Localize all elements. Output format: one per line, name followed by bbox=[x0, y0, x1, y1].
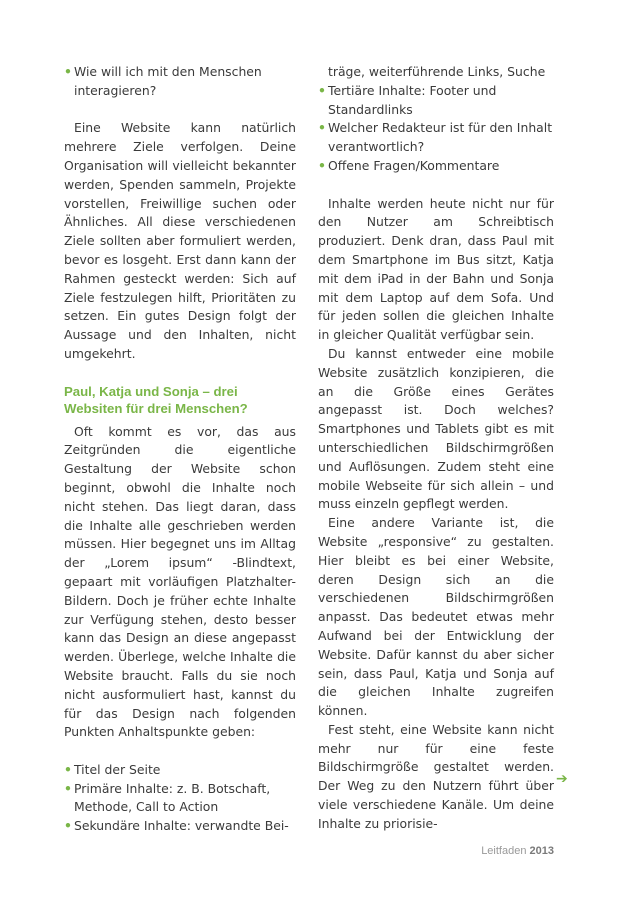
list-item: • Tertiäre Inhalte: Footer und Standardlinks bbox=[318, 82, 554, 120]
list-item: • Welcher Redakteur ist für den Inhalt verantwortlich? bbox=[318, 119, 554, 157]
list-item-continuation: träge, weiterführende Links, Suche bbox=[328, 64, 546, 79]
footer-year: 2013 bbox=[529, 845, 554, 857]
paragraph: Inhalte werden heute nicht nur für den Nutzer am Schreibtisch produziert. Denk dran, dass Paul mit dem Smartphone im Bus sitzt, Katja mit dem iPad in der Bahn und Sonja mit dem Laptop auf dem Sofa. Und für jeden sollen die gleichen Inhalte in gleicher Qualität verfügbar sein. bbox=[318, 195, 554, 343]
left-column bbox=[64, 63, 296, 836]
list-item: • Titel der Seite bbox=[64, 761, 296, 780]
next-page-arrow-icon: ➔ bbox=[556, 771, 568, 787]
page-footer bbox=[481, 845, 554, 857]
paragraph: Fest steht, eine Website kann nicht mehr nur für eine feste Bildschirmgröße gestaltet werden. Der Weg zu den Nutzern führt über viele verschiedene Kanäle. Um deine Inhalte zu priorisie- bbox=[318, 721, 554, 831]
list-item: • Primäre Inhalte: z. B. Botschaft, Methode, Call to Action bbox=[64, 780, 296, 818]
right-column bbox=[318, 63, 554, 834]
section-heading: Paul, Katja und Sonja – drei Websiten für drei Menschen? bbox=[64, 383, 248, 416]
paragraph: Eine andere Variante ist, die Website „responsive“ zu gestalten. Hier bleibt es bei einer Website, deren Design sich an die verschiedenen Bildschirmgrößen anpasst. Das bedeutet etwas mehr Aufwand bei der Entwicklung der Website. Dafür kannst du aber sicher sein, dass Paul, Katja und Sonja auf die gleichen Inhalte zugreifen können. bbox=[318, 515, 554, 719]
paragraph: Du kannst entweder eine mobile Website zusätzlich konzipieren, die an die Größe eines Gerätes angepasst ist. Doch welches? Smartphones und Tablets gibt es mit unterschiedlichen Bildschirmgrößen und Auflösungen. Zudem steht eine mobile Webseite für sich allein – und muss einzeln gepflegt werden. bbox=[318, 345, 554, 512]
paragraph: Oft kommt es vor, das aus Zeitgründen die eigentliche Gestaltung der Website schon beginnt, obwohl die Inhalte noch nicht stehen. Das liegt daran, dass die Inhalte alle geschrieben werden müssen. Hier begegnet uns im Alltag der „Lorem ipsum“ -Blindtext, gepaart mit vorläufigen Platzhalter-Bildern. Doch je früher echte Inhalte zur Verfügung stehen, desto besser kann das Design an diese angepasst werden. Überlege, welche Inhalte die Website braucht. Falls du sie noch nicht ausformuliert hast, kannst du für das Design nach folgenden Punkten Anhaltspunkte geben: bbox=[64, 423, 296, 740]
list-item: • Offene Fragen/Kommentare bbox=[318, 157, 554, 176]
list-item: • Wie will ich mit den Menschen interagieren? bbox=[64, 63, 296, 101]
paragraph: Eine Website kann natürlich mehrere Ziele verfolgen. Deine Organisation will vielleicht bekannter werden, Spenden sammeln, Projekte vorstellen, Freiwillige suchen oder Ähnliches. All diese verschiedenen Ziele sollten aber formuliert werden, bevor es losgeht. Erst dann kann der Rahmen gesteckt werden: Sich auf Ziele festzulegen hilft, Prioritäten zu setzen. Ein gutes Design folgt der Aussage und den Inhalten, nicht umgekehrt. bbox=[64, 120, 296, 361]
list-item: • Sekundäre Inhalte: verwandte Bei- bbox=[64, 817, 296, 836]
footer-label: Leitfaden bbox=[481, 845, 527, 857]
